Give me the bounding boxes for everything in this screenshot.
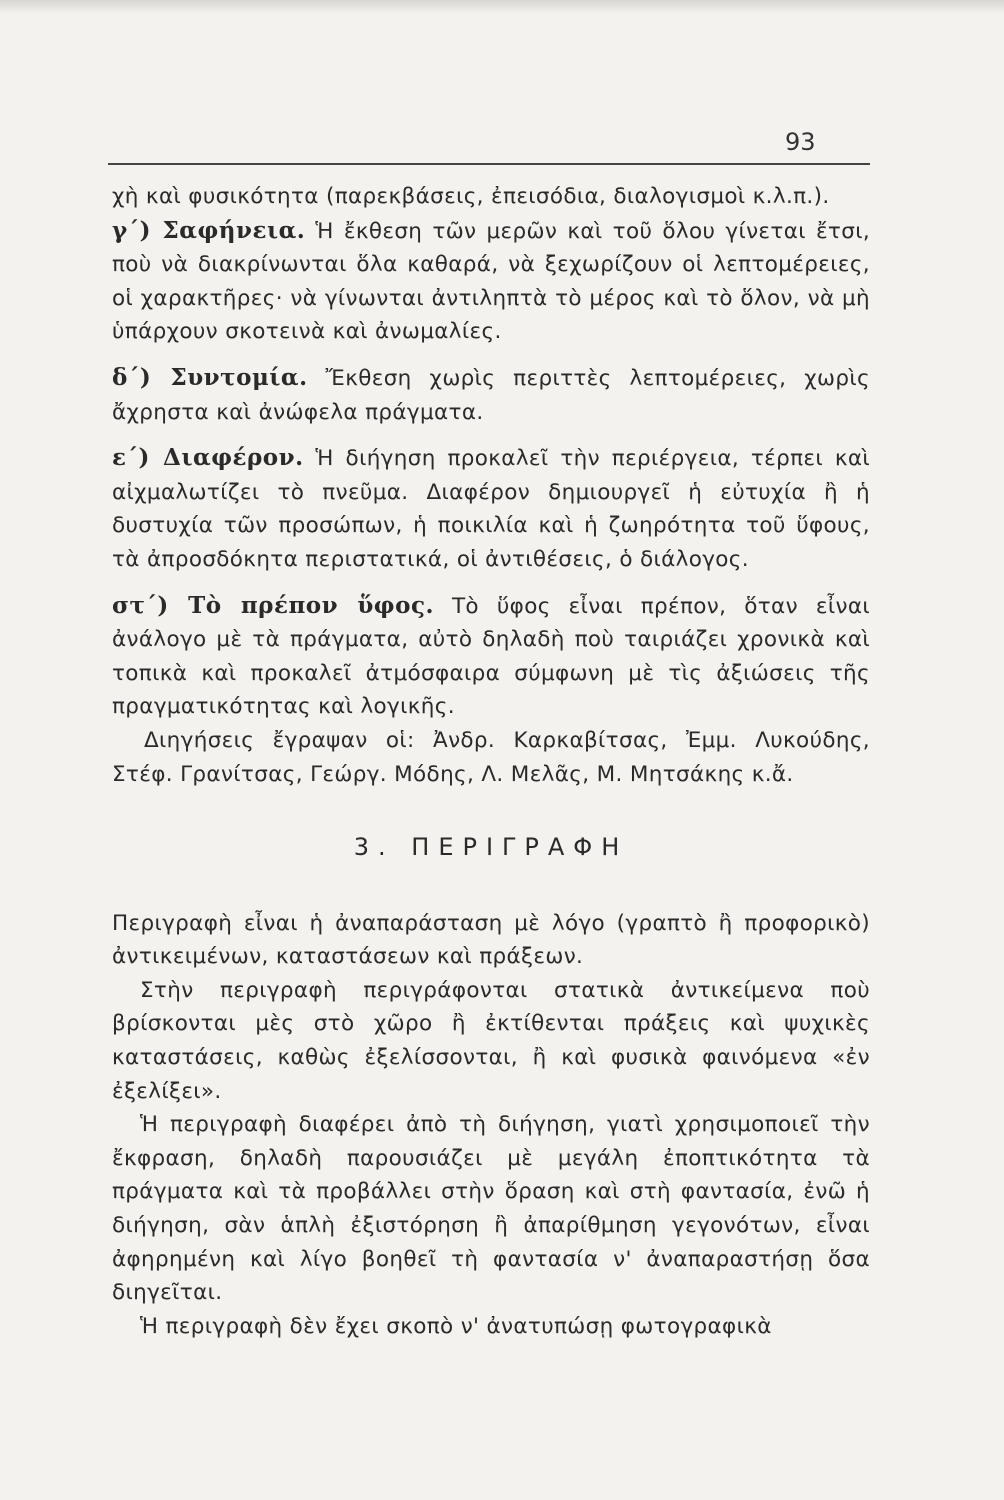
body-paragraph [112, 441, 870, 576]
paragraph-text: Περιγραφὴ εἶναι ἡ ἀναπαράσταση μὲ λόγο (γραπτὸ ἢ προφορικὸ) ἀντικειμένων, καταστάσεων καὶ πράξεων. [112, 910, 870, 970]
body-paragraph [112, 180, 870, 214]
paragraph-text: Ἔκθεση χωρὶς περιττὲς λεπτομέρειες, χωρὶς ἄχρηστα καὶ ἀνώφελα πράγματα. [112, 365, 870, 425]
page-number: 93 [785, 128, 816, 156]
body-paragraph [112, 214, 870, 349]
paragraph-text: Τὸ ὕφος εἶναι πρέπον, ὅταν εἶναι ἀνάλογο μὲ τὰ πράγματα, αὐτὸ δηλαδὴ ποὺ ταιριάζει χρονικὰ καὶ τοπικὰ καὶ προκαλεῖ ἀτμόσφαιρα σύμφωνη μὲ τὶς ἀξιώσεις τῆς πραγματικότητας καὶ λογικῆς. [112, 593, 870, 720]
paragraph-text: Στὴν περιγραφὴ περιγράφονται στατικὰ ἀντικείμενα ποὺ βρίσκονται μὲς στὸ χῶρο ἢ ἐκτίθενται πράξεις καὶ ψυχικὲς καταστάσεις, καθὼς ἐξελίσσονται, ἢ καὶ φυσικὰ φαινόμενα «ἐν ἐξελίξει». [112, 977, 870, 1104]
page-body [112, 180, 870, 1343]
paragraph-heading: γ΄) Σαφήνεια. [112, 216, 306, 244]
paragraph-text: χὴ καὶ φυσικότητα (παρεκβάσεις, ἐπεισόδια, διαλογισμοὶ κ.λ.π.). [112, 184, 830, 209]
paragraph-heading: δ΄) Συντομία. [112, 363, 308, 391]
body-paragraph [112, 1108, 870, 1310]
paragraph-text: Ἡ διήγηση προκαλεῖ τὴν περιέργεια, τέρπει καὶ αἰχμαλωτίζει τὸ πνεῦμα. Διαφέρον δημιουργεῖ ἡ εὐτυχία ἢ ἡ δυστυχία τῶν προσώπων, ἡ ποικιλία καὶ ἡ ζωηρότητα τοῦ ὕφους, τὰ ἀπροσδόκητα περιστατικά, οἱ ἀντιθέσεις, ὁ διάλογος. [112, 446, 870, 572]
body-paragraph [112, 974, 870, 1108]
body-paragraph [112, 361, 870, 429]
paragraph-text: Ἡ περιγραφὴ δὲν ἔχει σκοπὸ ν' ἀνατυπώσῃ φωτογραφικὰ [140, 1313, 772, 1339]
scan-edge-shade [0, 0, 1004, 14]
body-paragraph [112, 724, 870, 791]
header-rule [108, 163, 870, 165]
body-paragraph [112, 1310, 870, 1344]
section-title: 3. ΠΕΡΙΓΡΑΦΗ [353, 833, 629, 862]
body-paragraph [112, 589, 870, 724]
paragraph-heading: στ΄) Τὸ πρέπον ὕφος. [112, 591, 434, 619]
paragraph-text: Ἡ περιγραφὴ διαφέρει ἀπὸ τὴ διήγηση, γιατὶ χρησιμοποιεῖ τὴν ἔκφραση, δηλαδὴ παρουσιάζει μὲ μεγάλη ἐποπτικότητα τὰ πράγματα καὶ τὰ προβάλλει στὴν ὅραση καὶ στὴ φαντασία, ἐνῶ ἡ διήγηση, σὰν ἁπλὴ ἐξιστόρηση ἢ ἀπαρίθμηση γεγονότων, εἶναι ἀφηρημένη καὶ λίγο βοηθεῖ τὴ φαντασία ν' ἀναπαραστήσῃ ὅσα διηγεῖται. [112, 1112, 870, 1306]
paragraph-heading: ε΄) Διαφέρον. [112, 444, 304, 472]
paragraph-text: Διηγήσεις ἔγραψαν οἱ: Ἀνδρ. Καρκαβίτσας, Ἐμμ. Λυκούδης, Στέφ. Γρανίτσας, Γεώργ. Μόδης, Λ. Μελᾶς, Μ. Μητσάκης κ.ἄ. [112, 727, 870, 787]
paragraph-text: Ἡ ἔκθεση τῶν μερῶν καὶ τοῦ ὅλου γίνεται ἔτσι, ποὺ νὰ διακρίνωνται ὅλα καθαρά, νὰ ξεχωρίζουν οἱ λεπτομέρειες, οἱ χαρακτῆρες· νὰ γίνωνται ἀντιληπτὰ τὸ μέρος καὶ τὸ ὅλον, νὰ μὴ ὑπάρχουν σκοτεινὰ καὶ ἀνωμαλίες. [112, 218, 871, 345]
body-paragraph [112, 907, 870, 974]
